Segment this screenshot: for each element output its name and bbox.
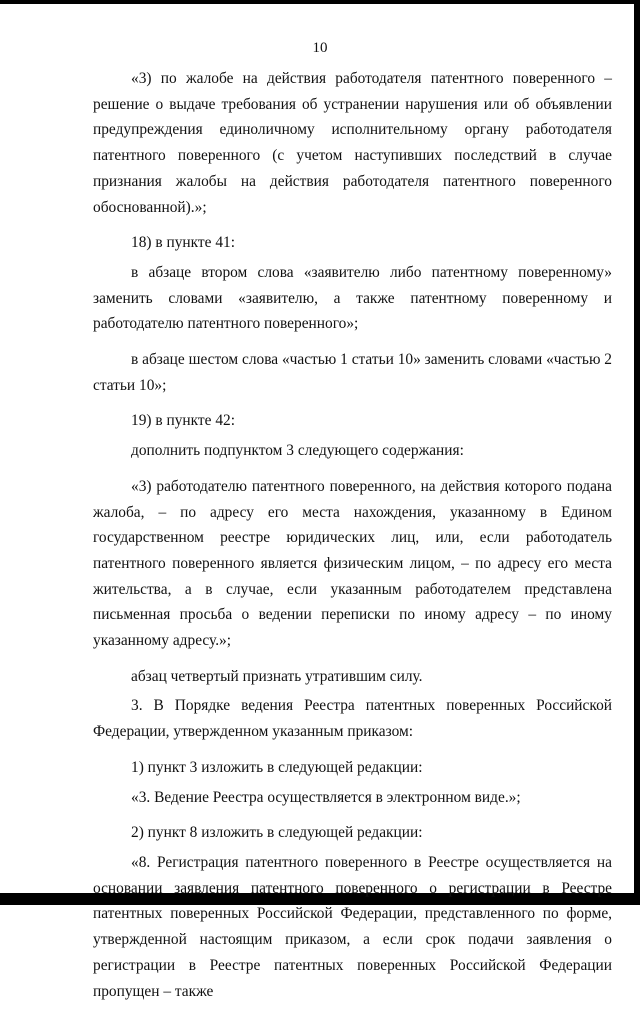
paragraph: «3. Ведение Реестра осуществляется в электронном виде.»;: [131, 788, 521, 806]
paragraph: «8. Регистрация патентного поверенного в Реестре осуществляется на основании заявления патентного поверенного о регистрации в Реестре патентных поверенных Российской Федерации, представленного по форме, утвержденной настоящим приказом, а если срок подачи заявления о регистрации в Реестре патентных поверенных Российской Федерации пропущен – также: [93, 853, 612, 1000]
paragraph: 18) в пункте 41:: [131, 234, 235, 252]
paragraph: абзац четвертый признать утратившим силу.: [131, 667, 423, 685]
paragraph: 1) пункт 3 изложить в следующей редакции:: [131, 758, 423, 776]
paragraph: «3) по жалобе на действия работодателя патентного поверенного – решение о выдаче требования об устранении нарушения или об объявлении предупреждения единоличному исполнительному органу работодателя патентного поверенного (с учетом наступивших последствий в случае признания жалобы на действия работодателя патентного поверенного обоснованной).»;: [93, 70, 612, 216]
paragraph: дополнить подпунктом 3 следующего содержания:: [131, 442, 464, 460]
scan-edge-top: [0, 0, 640, 4]
paragraph: 3. В Порядке ведения Реестра патентных поверенных Российской Федерации, утвержденном указанным приказом:: [93, 697, 612, 741]
paragraph: 2) пункт 8 изложить в следующей редакции:: [131, 824, 423, 842]
page-number: 10: [312, 40, 328, 56]
scan-edge-right: [634, 0, 640, 905]
paragraph: 19) в пункте 42:: [131, 412, 235, 430]
document-body: [93, 66, 612, 1014]
paragraph: в абзаце втором слова «заявителю либо патентному поверенному» заменить словами «заявителю, а также патентному поверенному и работодателю патентного поверенного»;: [93, 263, 612, 333]
paragraph: в абзаце шестом слова «частью 1 статьи 10» заменить словами «частью 2 статьи 10»;: [93, 351, 612, 394]
paragraph: «3) работодателю патентного поверенного, на действия которого подана жалоба, – по адресу его места нахождения, указанному в Едином государственном реестре юридических лиц, или, если работодатель патентного поверенного является физическим лицом, – по адресу его места жительства, а в случае, если указанным работодателем представлена письменная просьба о ведении переписки по иному адресу – по иному указанному адресу.»;: [93, 477, 612, 650]
